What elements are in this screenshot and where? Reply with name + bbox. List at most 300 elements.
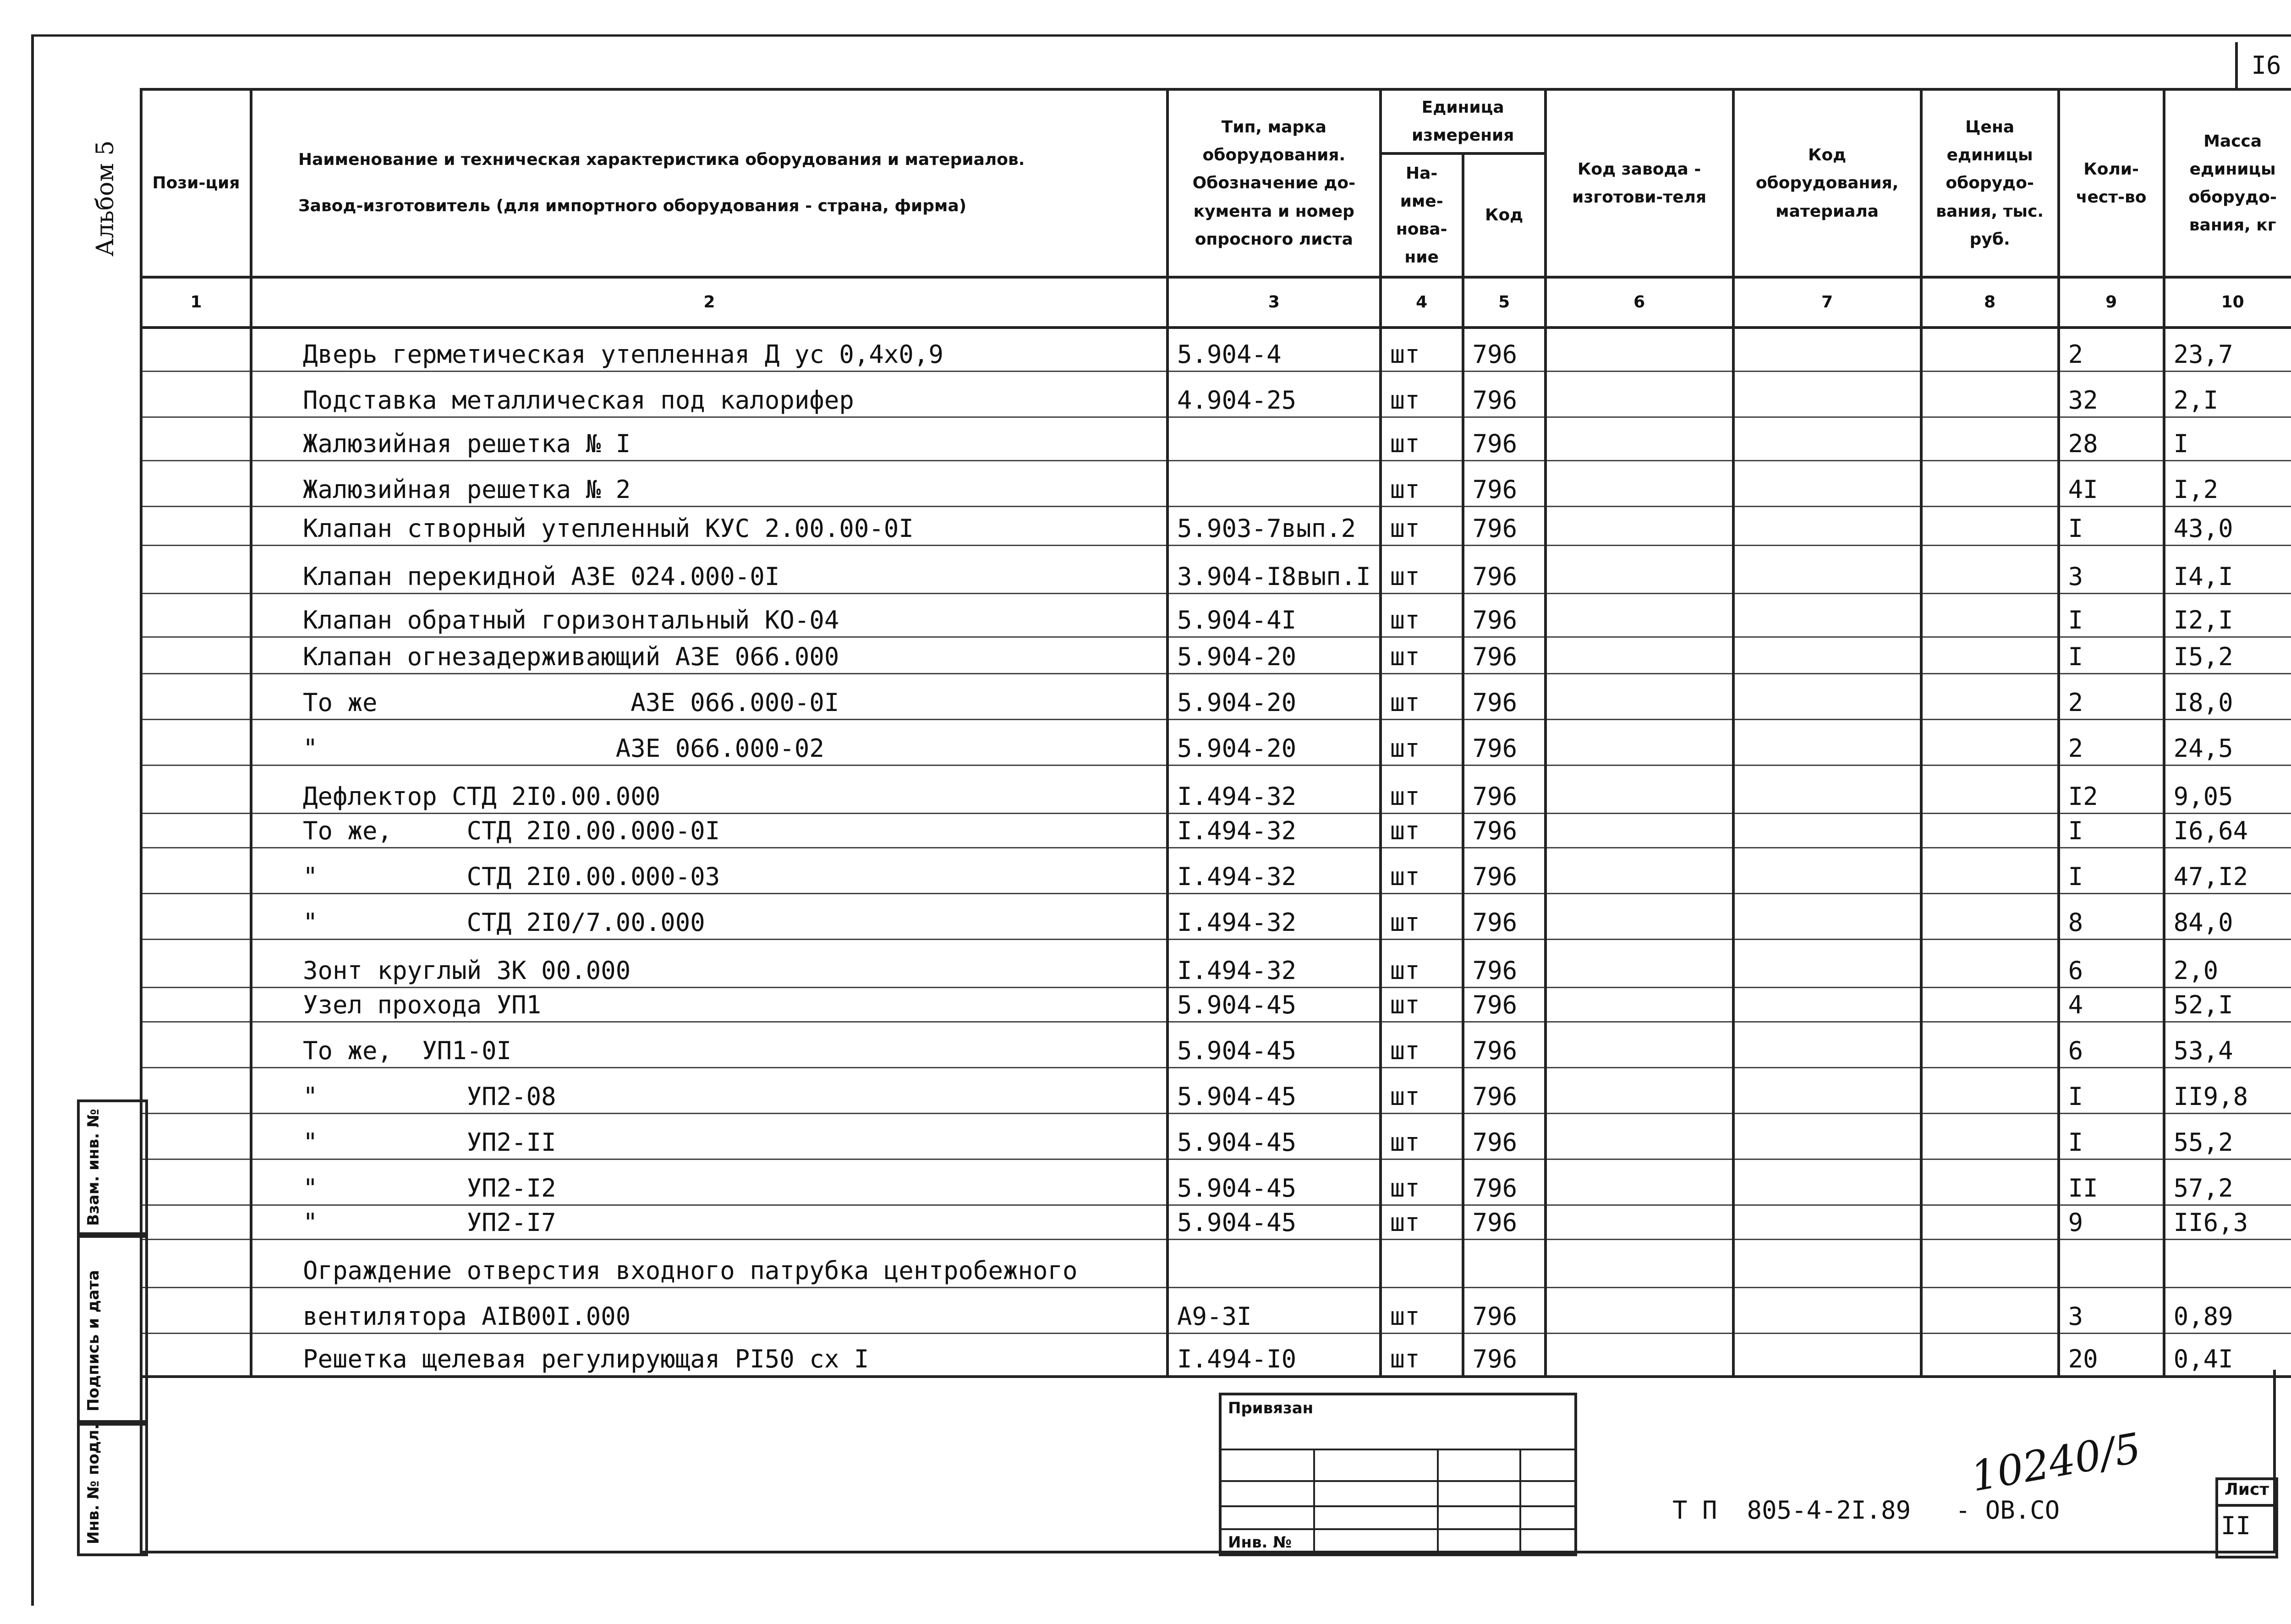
- cell-empty: [1921, 765, 2059, 813]
- cell-type: I.494-32: [1167, 893, 1381, 939]
- cell-code: 796: [1463, 719, 1546, 765]
- table-row: [141, 328, 2291, 371]
- cell-empty: [1733, 328, 1921, 371]
- cell-name: Жалюзийная решетка № I: [251, 417, 1167, 460]
- header-name-line2: Завод-изготовитель (для импортного оборудования - страна, фирма): [298, 197, 967, 215]
- cell-empty: [1546, 1159, 1733, 1205]
- table-row: [141, 417, 2291, 460]
- table-row: [141, 1239, 2291, 1287]
- cell-unit: шт: [1381, 637, 1463, 673]
- cell-mass: II6,3: [2164, 1205, 2291, 1239]
- cell-name: " СТД 2I0/7.00.000: [251, 893, 1167, 939]
- cell-mass: I,2: [2164, 460, 2291, 506]
- cell-type: [1167, 460, 1381, 506]
- cell-empty: [1733, 987, 1921, 1022]
- cell-empty: [1921, 1205, 2059, 1239]
- cell-empty: [141, 593, 251, 637]
- cell-type: 5.904-45: [1167, 1067, 1381, 1113]
- cell-name: Клапан огнезадерживающий АЗЕ 066.000: [251, 637, 1167, 673]
- cell-empty: [1733, 545, 1921, 593]
- cell-unit: шт: [1381, 1159, 1463, 1205]
- cell-empty: [141, 1159, 251, 1205]
- stamp-signature-label: Подпись и дата: [84, 1270, 103, 1411]
- cell-empty: [1546, 939, 1733, 987]
- cell-name: Клапан створный утепленный КУС 2.00.00-0I: [251, 506, 1167, 545]
- sheet-value: II: [2221, 1511, 2251, 1540]
- cell-empty: [1921, 1239, 2059, 1287]
- cell-empty: [141, 417, 251, 460]
- table-row: [141, 719, 2291, 765]
- table-row: [141, 893, 2291, 939]
- col-num: 5: [1463, 277, 1546, 328]
- attached-line: [1222, 1449, 1574, 1450]
- cell-empty: [1733, 1022, 1921, 1067]
- cell-type: 5.904-45: [1167, 1159, 1381, 1205]
- cell-qty: [2059, 1239, 2164, 1287]
- cell-empty: [1546, 637, 1733, 673]
- cell-name: Дверь герметическая утепленная Д ус 0,4х0,9: [251, 328, 1167, 371]
- cell-unit: шт: [1381, 545, 1463, 593]
- table-row: [141, 1113, 2291, 1159]
- table-row: [141, 987, 2291, 1022]
- table-row: [141, 371, 2291, 417]
- cell-code: 796: [1463, 1022, 1546, 1067]
- cell-qty: 2: [2059, 719, 2164, 765]
- cell-qty: 2: [2059, 673, 2164, 719]
- cell-empty: [1921, 637, 2059, 673]
- cell-qty: 8: [2059, 893, 2164, 939]
- cell-empty: [141, 637, 251, 673]
- cell-code: 796: [1463, 1205, 1546, 1239]
- cell-name: Решетка щелевая регулирующая PI50 сх I: [251, 1333, 1167, 1377]
- cell-type: [1167, 417, 1381, 460]
- cell-unit: шт: [1381, 506, 1463, 545]
- cell-type: 4.904-25: [1167, 371, 1381, 417]
- cell-empty: [1546, 371, 1733, 417]
- cell-qty: 6: [2059, 1022, 2164, 1067]
- cell-unit: шт: [1381, 1287, 1463, 1333]
- cell-code: 796: [1463, 1333, 1546, 1377]
- cell-empty: [1733, 460, 1921, 506]
- cell-qty: 3: [2059, 545, 2164, 593]
- cell-mass: 84,0: [2164, 893, 2291, 939]
- cell-empty: [1546, 1022, 1733, 1067]
- cell-type: I.494-32: [1167, 813, 1381, 848]
- cell-empty: [1733, 1159, 1921, 1205]
- cell-empty: [1921, 719, 2059, 765]
- header-quantity: Коли-чест-во: [2059, 89, 2164, 277]
- cell-unit: шт: [1381, 673, 1463, 719]
- cell-empty: [1546, 545, 1733, 593]
- cell-code: [1463, 1239, 1546, 1287]
- cell-empty: [1733, 813, 1921, 848]
- cell-code: 796: [1463, 506, 1546, 545]
- frame-top-line: [31, 34, 2291, 37]
- cell-qty: I: [2059, 593, 2164, 637]
- cell-qty: 6: [2059, 939, 2164, 987]
- cell-empty: [1546, 593, 1733, 637]
- cell-empty: [141, 765, 251, 813]
- cell-empty: [1733, 593, 1921, 637]
- cell-empty: [1921, 506, 2059, 545]
- cell-type: I.494-I0: [1167, 1333, 1381, 1377]
- cell-unit: шт: [1381, 328, 1463, 371]
- cell-empty: [141, 1022, 251, 1067]
- cell-empty: [1546, 460, 1733, 506]
- cell-unit: шт: [1381, 765, 1463, 813]
- cell-unit: шт: [1381, 417, 1463, 460]
- cell-unit: шт: [1381, 987, 1463, 1022]
- cell-code: 796: [1463, 371, 1546, 417]
- cell-mass: II9,8: [2164, 1067, 2291, 1113]
- attached-divider: [1313, 1450, 1315, 1553]
- cell-qty: 4I: [2059, 460, 2164, 506]
- cell-type: 5.904-20: [1167, 673, 1381, 719]
- cell-qty: II: [2059, 1159, 2164, 1205]
- cell-empty: [1546, 673, 1733, 719]
- cell-empty: [1921, 848, 2059, 893]
- cell-empty: [141, 545, 251, 593]
- cell-empty: [1921, 893, 2059, 939]
- sheet-number: I6: [2235, 42, 2291, 91]
- table-row: [141, 1022, 2291, 1067]
- cell-unit: шт: [1381, 371, 1463, 417]
- attached-line: [1222, 1528, 1574, 1530]
- cell-name: Дефлектор СТД 2I0.00.000: [251, 765, 1167, 813]
- cell-code: 796: [1463, 987, 1546, 1022]
- cell-empty: [1733, 506, 1921, 545]
- cell-mass: I5,2: [2164, 637, 2291, 673]
- cell-type: 5.904-20: [1167, 637, 1381, 673]
- table-row: [141, 848, 2291, 893]
- cell-mass: I4,I: [2164, 545, 2291, 593]
- cell-mass: 0,4I: [2164, 1333, 2291, 1377]
- cell-name: Ограждение отверстия входного патрубка центробежного: [251, 1239, 1167, 1287]
- cell-qty: I: [2059, 813, 2164, 848]
- cell-empty: [1733, 893, 1921, 939]
- header-type: Тип, марка оборудования. Обозначение до-кумента и номер опросного листа: [1167, 89, 1381, 277]
- cell-empty: [1921, 1159, 2059, 1205]
- cell-code: 796: [1463, 1159, 1546, 1205]
- cell-empty: [1546, 765, 1733, 813]
- cell-code: 796: [1463, 1067, 1546, 1113]
- cell-name: Клапан обратный горизонтальный КО-04: [251, 593, 1167, 637]
- cell-type: I.494-32: [1167, 939, 1381, 987]
- cell-name: Узел прохода УП1: [251, 987, 1167, 1022]
- table-row: [141, 1205, 2291, 1239]
- stamp-original: [77, 1420, 148, 1556]
- cell-empty: [1733, 719, 1921, 765]
- cell-unit: шт: [1381, 848, 1463, 893]
- cell-mass: [2164, 1239, 2291, 1287]
- table-row: [141, 460, 2291, 506]
- cell-mass: I8,0: [2164, 673, 2291, 719]
- cell-empty: [1546, 1287, 1733, 1333]
- cell-empty: [141, 893, 251, 939]
- cell-name: " АЗЕ 066.000-02: [251, 719, 1167, 765]
- cell-empty: [1546, 719, 1733, 765]
- cell-mass: 53,4: [2164, 1022, 2291, 1067]
- specification-table: [140, 88, 2291, 1378]
- cell-empty: [1733, 417, 1921, 460]
- cell-empty: [1546, 893, 1733, 939]
- cell-code: 796: [1463, 813, 1546, 848]
- cell-empty: [141, 987, 251, 1022]
- cell-name: Подставка металлическая под калорифер: [251, 371, 1167, 417]
- cell-code: 796: [1463, 848, 1546, 893]
- bottom-block: [140, 1370, 2276, 1553]
- cell-name: То же АЗЕ 066.000-0I: [251, 673, 1167, 719]
- attached-line: [1222, 1505, 1574, 1507]
- table-row: [141, 593, 2291, 637]
- cell-empty: [1921, 1022, 2059, 1067]
- header-position: Пози-ция: [141, 89, 251, 277]
- cell-mass: 0,89: [2164, 1287, 2291, 1333]
- cell-mass: 2,0: [2164, 939, 2291, 987]
- col-num: 9: [2059, 277, 2164, 328]
- cell-empty: [1546, 417, 1733, 460]
- cell-empty: [1546, 1205, 1733, 1239]
- cell-unit: шт: [1381, 1067, 1463, 1113]
- cell-name: " УП2-08: [251, 1067, 1167, 1113]
- cell-code: 796: [1463, 545, 1546, 593]
- cell-mass: 55,2: [2164, 1113, 2291, 1159]
- cell-empty: [1546, 848, 1733, 893]
- stamp-signature: [77, 1232, 148, 1426]
- cell-empty: [1921, 417, 2059, 460]
- cell-qty: I: [2059, 848, 2164, 893]
- cell-type: 5.904-45: [1167, 1022, 1381, 1067]
- cell-empty: [1546, 506, 1733, 545]
- cell-empty: [1921, 460, 2059, 506]
- attached-divider: [1519, 1450, 1521, 1553]
- cell-name: Клапан перекидной АЗЕ 024.000-0I: [251, 545, 1167, 593]
- stamp-replacement-label: Взам. инв. №: [84, 1109, 103, 1226]
- cell-name: " СТД 2I0.00.000-03: [251, 848, 1167, 893]
- col-num: 8: [1921, 277, 2059, 328]
- cell-empty: [141, 848, 251, 893]
- cell-type: I.494-32: [1167, 848, 1381, 893]
- cell-code: 796: [1463, 328, 1546, 371]
- handwritten-signature: 10240/5: [1967, 1424, 2145, 1501]
- header-unit-code: Код: [1463, 153, 1546, 277]
- header-equipment-code: Код оборудования, материала: [1733, 89, 1921, 277]
- cell-empty: [141, 1205, 251, 1239]
- cell-mass: 52,I: [2164, 987, 2291, 1022]
- cell-code: 796: [1463, 460, 1546, 506]
- cell-type: [1167, 1239, 1381, 1287]
- cell-qty: 20: [2059, 1333, 2164, 1377]
- cell-name: вентилятора AIB00I.000: [251, 1287, 1167, 1333]
- header-unit: Единица измерения: [1381, 89, 1546, 153]
- cell-type: 5.904-45: [1167, 1205, 1381, 1239]
- cell-qty: 2: [2059, 328, 2164, 371]
- cell-empty: [1546, 987, 1733, 1022]
- cell-mass: 9,05: [2164, 765, 2291, 813]
- cell-qty: 4: [2059, 987, 2164, 1022]
- cell-empty: [141, 1067, 251, 1113]
- cell-empty: [141, 1239, 251, 1287]
- cell-empty: [1921, 1113, 2059, 1159]
- table-row: [141, 1287, 2291, 1333]
- cell-mass: 24,5: [2164, 719, 2291, 765]
- cell-empty: [141, 719, 251, 765]
- cell-empty: [1546, 1067, 1733, 1113]
- col-num: 1: [141, 277, 251, 328]
- cell-qty: 32: [2059, 371, 2164, 417]
- cell-type: 3.904-I8вып.I: [1167, 545, 1381, 593]
- cell-empty: [141, 328, 251, 371]
- cell-empty: [1733, 673, 1921, 719]
- cell-empty: [1733, 1113, 1921, 1159]
- document-code: Т П 805-4-2I.89 - ОВ.СО: [1672, 1496, 2060, 1525]
- cell-empty: [1733, 1239, 1921, 1287]
- cell-empty: [141, 460, 251, 506]
- cell-mass: 47,I2: [2164, 848, 2291, 893]
- stamp-original-label: Инв. № подл.: [84, 1423, 103, 1544]
- cell-type: 5.904-4: [1167, 328, 1381, 371]
- cell-empty: [1546, 1239, 1733, 1287]
- cell-qty: I: [2059, 637, 2164, 673]
- cell-type: 5.903-7вып.2: [1167, 506, 1381, 545]
- cell-name: То же, СТД 2I0.00.000-0I: [251, 813, 1167, 848]
- cell-empty: [141, 673, 251, 719]
- cell-mass: 57,2: [2164, 1159, 2291, 1205]
- table-row: [141, 765, 2291, 813]
- cell-empty: [1921, 371, 2059, 417]
- cell-code: 796: [1463, 637, 1546, 673]
- cell-unit: шт: [1381, 1022, 1463, 1067]
- cell-mass: 43,0: [2164, 506, 2291, 545]
- cell-empty: [1921, 593, 2059, 637]
- cell-code: 796: [1463, 939, 1546, 987]
- sheet-box: [2215, 1477, 2278, 1558]
- frame-left-line: [31, 34, 34, 1606]
- cell-empty: [1921, 987, 2059, 1022]
- cell-empty: [1733, 371, 1921, 417]
- cell-empty: [1733, 637, 1921, 673]
- cell-qty: I: [2059, 506, 2164, 545]
- cell-type: I.494-32: [1167, 765, 1381, 813]
- cell-empty: [1733, 765, 1921, 813]
- cell-unit: шт: [1381, 593, 1463, 637]
- col-num: 6: [1546, 277, 1733, 328]
- table-row: [141, 1159, 2291, 1205]
- cell-unit: шт: [1381, 1113, 1463, 1159]
- cell-empty: [1921, 813, 2059, 848]
- cell-empty: [1921, 673, 2059, 719]
- col-num: 4: [1381, 277, 1463, 328]
- cell-code: 796: [1463, 1287, 1546, 1333]
- table-row: [141, 939, 2291, 987]
- header-unit-name: На-име-нова-ние: [1381, 153, 1463, 277]
- cell-qty: I: [2059, 1113, 2164, 1159]
- cell-empty: [1733, 1067, 1921, 1113]
- cell-unit: шт: [1381, 460, 1463, 506]
- table-row: [141, 673, 2291, 719]
- cell-empty: [141, 1113, 251, 1159]
- cell-empty: [1546, 328, 1733, 371]
- cell-unit: шт: [1381, 939, 1463, 987]
- cell-code: 796: [1463, 417, 1546, 460]
- cell-type: 5.904-20: [1167, 719, 1381, 765]
- cell-empty: [141, 506, 251, 545]
- attached-label: Привязан: [1228, 1399, 1314, 1417]
- cell-qty: 3: [2059, 1287, 2164, 1333]
- cell-qty: I2: [2059, 765, 2164, 813]
- col-num: 10: [2164, 277, 2291, 328]
- cell-code: 796: [1463, 893, 1546, 939]
- cell-code: 796: [1463, 593, 1546, 637]
- header-mass: Масса единицы оборудо-вания, кг: [2164, 89, 2291, 277]
- sheet-label: Лист: [2218, 1480, 2275, 1507]
- cell-empty: [1733, 939, 1921, 987]
- cell-empty: [141, 813, 251, 848]
- stamp-replacement: [77, 1099, 148, 1238]
- cell-mass: 2,I: [2164, 371, 2291, 417]
- cell-empty: [1733, 1205, 1921, 1239]
- table-row: [141, 545, 2291, 593]
- cell-empty: [1921, 328, 2059, 371]
- cell-type: A9-3I: [1167, 1287, 1381, 1333]
- attached-divider: [1437, 1450, 1439, 1553]
- cell-empty: [141, 939, 251, 987]
- cell-code: 796: [1463, 765, 1546, 813]
- cell-qty: I: [2059, 1067, 2164, 1113]
- album-label: Альбом 5: [92, 140, 119, 257]
- table-row: [141, 1067, 2291, 1113]
- header-name-line1: Наименование и техническая характеристика оборудования и материалов.: [298, 150, 1025, 170]
- cell-empty: [1921, 939, 2059, 987]
- cell-empty: [1546, 1113, 1733, 1159]
- cell-unit: шт: [1381, 813, 1463, 848]
- cell-mass: I6,64: [2164, 813, 2291, 848]
- cell-empty: [1733, 1287, 1921, 1333]
- header-price: Цена единицы оборудо-вания, тыс. руб.: [1921, 89, 2059, 277]
- cell-qty: 9: [2059, 1205, 2164, 1239]
- cell-empty: [141, 371, 251, 417]
- attached-line: [1222, 1480, 1574, 1482]
- inventory-label: Инв. №: [1228, 1533, 1292, 1552]
- cell-type: 5.904-45: [1167, 1113, 1381, 1159]
- cell-empty: [1921, 1067, 2059, 1113]
- header-plant-code: Код завода - изготови-теля: [1546, 89, 1733, 277]
- cell-type: 5.904-45: [1167, 987, 1381, 1022]
- col-num: 2: [251, 277, 1167, 328]
- cell-empty: [1921, 545, 2059, 593]
- cell-empty: [1921, 1287, 2059, 1333]
- cell-unit: шт: [1381, 1333, 1463, 1377]
- cell-empty: [1546, 813, 1733, 848]
- col-num: 3: [1167, 277, 1381, 328]
- cell-mass: I: [2164, 417, 2291, 460]
- cell-mass: 23,7: [2164, 328, 2291, 371]
- cell-code: 796: [1463, 1113, 1546, 1159]
- cell-mass: I2,I: [2164, 593, 2291, 637]
- cell-unit: шт: [1381, 893, 1463, 939]
- attached-block: [1219, 1393, 1577, 1556]
- cell-name: Жалюзийная решетка № 2: [251, 460, 1167, 506]
- cell-name: Зонт круглый ЗК 00.000: [251, 939, 1167, 987]
- header-name: [251, 89, 1167, 277]
- table-row: [141, 813, 2291, 848]
- cell-empty: [1733, 848, 1921, 893]
- cell-qty: 28: [2059, 417, 2164, 460]
- cell-empty: [141, 1287, 251, 1333]
- table-row: [141, 637, 2291, 673]
- cell-name: " УП2-II: [251, 1113, 1167, 1159]
- cell-code: 796: [1463, 673, 1546, 719]
